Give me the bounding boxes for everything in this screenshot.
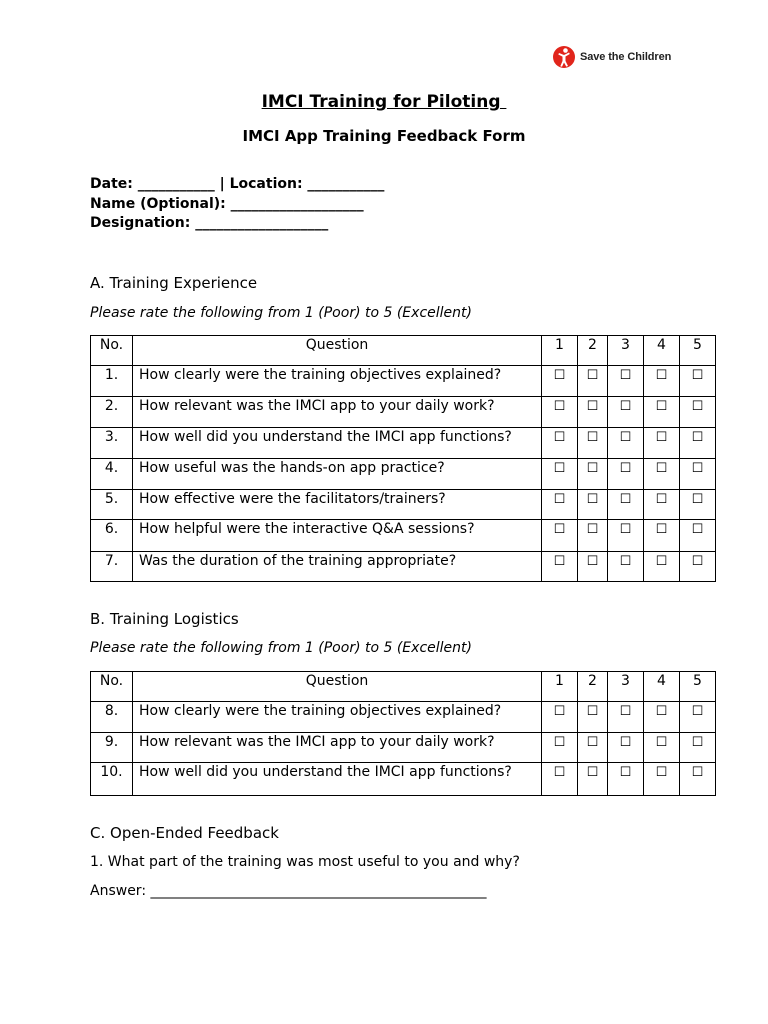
rating-cell-2 (578, 490, 608, 520)
rating-checkbox-3[interactable]: ☐ (619, 430, 632, 445)
row-question: How useful was the hands-on app practice? (133, 459, 542, 490)
rating-cell-3 (608, 520, 644, 552)
row-number: 7. (91, 552, 133, 582)
row-question: How relevant was the IMCI app to your daily work? (133, 733, 542, 763)
header-no: No. (91, 672, 133, 702)
rating-cell-3 (608, 366, 644, 397)
rating-cell-1 (542, 459, 578, 490)
row-question: How helpful were the interactive Q&A sessions? (133, 520, 542, 552)
section-a-table (90, 335, 716, 582)
rating-checkbox-3[interactable]: ☐ (619, 368, 632, 383)
rating-checkbox-1[interactable]: ☐ (553, 430, 566, 445)
rating-cell-4 (644, 428, 680, 459)
rating-checkbox-1[interactable]: ☐ (553, 704, 566, 719)
rating-cell-2 (578, 552, 608, 582)
rating-checkbox-5[interactable]: ☐ (691, 522, 704, 537)
row-number: 8. (91, 702, 133, 733)
rating-checkbox-1[interactable]: ☐ (553, 522, 566, 537)
rating-cell-5 (680, 552, 716, 582)
rating-cell-3 (608, 552, 644, 582)
table-row (91, 397, 716, 428)
rating-cell-3 (608, 490, 644, 520)
section-b-table (90, 671, 716, 796)
row-number: 6. (91, 520, 133, 552)
row-number: 10. (91, 763, 133, 796)
rating-cell-5 (680, 490, 716, 520)
row-question: Was the duration of the training appropriate? (133, 552, 542, 582)
header-rating-4: 4 (644, 672, 680, 702)
rating-cell-5 (680, 520, 716, 552)
rating-cell-5 (680, 459, 716, 490)
rating-cell-1 (542, 520, 578, 552)
header-rating-5: 5 (680, 336, 716, 366)
rating-cell-4 (644, 366, 680, 397)
section-b-heading: B. Training Logistics (90, 610, 239, 628)
header-rating-1: 1 (542, 336, 578, 366)
answer-field[interactable]: Answer: ________________________________________________ (90, 883, 487, 899)
rating-checkbox-1[interactable]: ☐ (553, 461, 566, 476)
page-title: IMCI Training for Piloting (261, 92, 507, 112)
rating-checkbox-5[interactable]: ☐ (691, 461, 704, 476)
open-question-1: 1. What part of the training was most useful to you and why? (90, 854, 520, 870)
rating-checkbox-2[interactable]: ☐ (586, 735, 599, 750)
rating-cell-1 (542, 366, 578, 397)
row-number: 4. (91, 459, 133, 490)
rating-checkbox-1[interactable]: ☐ (553, 554, 566, 569)
table-row (91, 552, 716, 582)
rating-checkbox-1[interactable]: ☐ (553, 765, 566, 780)
table-row (91, 366, 716, 397)
designation-field[interactable]: Designation: ___________________ (90, 215, 329, 231)
row-number: 5. (91, 490, 133, 520)
rating-cell-2 (578, 763, 608, 796)
rating-checkbox-3[interactable]: ☐ (619, 765, 632, 780)
row-question: How clearly were the training objectives explained? (133, 366, 542, 397)
header-rating-2: 2 (578, 336, 608, 366)
rating-cell-5 (680, 366, 716, 397)
logo (552, 43, 671, 71)
rating-cell-4 (644, 490, 680, 520)
rating-checkbox-5[interactable]: ☐ (691, 704, 704, 719)
table-row (91, 459, 716, 490)
form-subtitle: IMCI App Training Feedback Form (242, 127, 526, 145)
row-question: How well did you understand the IMCI app functions? (133, 763, 542, 796)
rating-cell-2 (578, 520, 608, 552)
rating-checkbox-4[interactable]: ☐ (655, 735, 668, 750)
rating-cell-4 (644, 397, 680, 428)
rating-cell-1 (542, 702, 578, 733)
rating-cell-3 (608, 733, 644, 763)
rating-cell-2 (578, 733, 608, 763)
rating-checkbox-4[interactable]: ☐ (655, 554, 668, 569)
rating-checkbox-3[interactable]: ☐ (619, 522, 632, 537)
rating-cell-2 (578, 428, 608, 459)
rating-cell-5 (680, 763, 716, 796)
rating-cell-1 (542, 428, 578, 459)
rating-cell-1 (542, 733, 578, 763)
table-row (91, 763, 716, 796)
header-question: Question (133, 336, 542, 366)
rating-checkbox-2[interactable]: ☐ (586, 399, 599, 414)
header-no: No. (91, 336, 133, 366)
rating-checkbox-4[interactable]: ☐ (655, 704, 668, 719)
row-number: 1. (91, 366, 133, 397)
header-rating-4: 4 (644, 336, 680, 366)
rating-checkbox-5[interactable]: ☐ (691, 368, 704, 383)
table-header-row (91, 672, 716, 702)
header-rating-3: 3 (608, 336, 644, 366)
rating-checkbox-2[interactable]: ☐ (586, 765, 599, 780)
header-rating-1: 1 (542, 672, 578, 702)
header-rating-3: 3 (608, 672, 644, 702)
logo-text: Save the Children (580, 51, 672, 63)
rating-checkbox-2[interactable]: ☐ (586, 492, 599, 507)
rating-checkbox-1[interactable]: ☐ (553, 492, 566, 507)
rating-checkbox-2[interactable]: ☐ (586, 461, 599, 476)
row-number: 2. (91, 397, 133, 428)
rating-cell-2 (578, 397, 608, 428)
row-question: How relevant was the IMCI app to your daily work? (133, 397, 542, 428)
row-number: 9. (91, 733, 133, 763)
rating-checkbox-5[interactable]: ☐ (691, 765, 704, 780)
rating-checkbox-5[interactable]: ☐ (691, 554, 704, 569)
date-location-field[interactable]: Date: ___________ | Location: ___________ (90, 176, 385, 192)
rating-checkbox-2[interactable]: ☐ (586, 522, 599, 537)
rating-cell-3 (608, 763, 644, 796)
rating-checkbox-4[interactable]: ☐ (655, 765, 668, 780)
rating-cell-2 (578, 702, 608, 733)
rating-cell-3 (608, 397, 644, 428)
section-a-instruction: Please rate the following from 1 (Poor) to 5 (Excellent) (90, 305, 472, 321)
rating-checkbox-2[interactable]: ☐ (586, 704, 599, 719)
rating-checkbox-3[interactable]: ☐ (619, 461, 632, 476)
table-header-row (91, 336, 716, 366)
rating-checkbox-3[interactable]: ☐ (619, 492, 632, 507)
rating-checkbox-4[interactable]: ☐ (655, 368, 668, 383)
rating-cell-3 (608, 428, 644, 459)
rating-checkbox-2[interactable]: ☐ (586, 430, 599, 445)
rating-checkbox-4[interactable]: ☐ (655, 522, 668, 537)
rating-cell-1 (542, 397, 578, 428)
table-row (91, 733, 716, 763)
table-row (91, 428, 716, 459)
rating-checkbox-3[interactable]: ☐ (619, 399, 632, 414)
rating-cell-1 (542, 763, 578, 796)
rating-checkbox-4[interactable]: ☐ (655, 461, 668, 476)
rating-cell-5 (680, 733, 716, 763)
rating-checkbox-1[interactable]: ☐ (553, 399, 566, 414)
header-rating-2: 2 (578, 672, 608, 702)
header-question: Question (133, 672, 542, 702)
rating-cell-5 (680, 397, 716, 428)
rating-checkbox-1[interactable]: ☐ (553, 368, 566, 383)
rating-cell-4 (644, 763, 680, 796)
rating-checkbox-1[interactable]: ☐ (553, 735, 566, 750)
rating-cell-3 (608, 459, 644, 490)
rating-cell-2 (578, 366, 608, 397)
rating-cell-4 (644, 702, 680, 733)
row-number: 3. (91, 428, 133, 459)
rating-checkbox-5[interactable]: ☐ (691, 735, 704, 750)
rating-cell-4 (644, 459, 680, 490)
rating-checkbox-4[interactable]: ☐ (655, 492, 668, 507)
table-row (91, 490, 716, 520)
row-question: How well did you understand the IMCI app functions? (133, 428, 542, 459)
rating-cell-5 (680, 428, 716, 459)
rating-cell-5 (680, 702, 716, 733)
rating-checkbox-3[interactable]: ☐ (619, 735, 632, 750)
rating-checkbox-4[interactable]: ☐ (655, 430, 668, 445)
rating-checkbox-4[interactable]: ☐ (655, 399, 668, 414)
table-row (91, 520, 716, 552)
rating-cell-1 (542, 490, 578, 520)
table-row (91, 702, 716, 733)
section-b-instruction: Please rate the following from 1 (Poor) to 5 (Excellent) (90, 640, 472, 656)
row-question: How clearly were the training objectives explained? (133, 702, 542, 733)
header-rating-5: 5 (680, 672, 716, 702)
rating-checkbox-3[interactable]: ☐ (619, 704, 632, 719)
rating-checkbox-2[interactable]: ☐ (586, 554, 599, 569)
rating-checkbox-5[interactable]: ☐ (691, 399, 704, 414)
save-the-children-logo-icon (552, 44, 576, 70)
rating-cell-4 (644, 552, 680, 582)
name-field[interactable]: Name (Optional): ___________________ (90, 196, 364, 212)
rating-checkbox-5[interactable]: ☐ (691, 492, 704, 507)
rating-cell-2 (578, 459, 608, 490)
section-a-heading: A. Training Experience (90, 274, 258, 292)
rating-cell-3 (608, 702, 644, 733)
rating-checkbox-5[interactable]: ☐ (691, 430, 704, 445)
rating-cell-4 (644, 733, 680, 763)
rating-cell-1 (542, 552, 578, 582)
section-c-heading: C. Open-Ended Feedback (90, 824, 279, 842)
row-question: How effective were the facilitators/trainers? (133, 490, 542, 520)
rating-checkbox-2[interactable]: ☐ (586, 368, 599, 383)
rating-checkbox-3[interactable]: ☐ (619, 554, 632, 569)
rating-cell-4 (644, 520, 680, 552)
